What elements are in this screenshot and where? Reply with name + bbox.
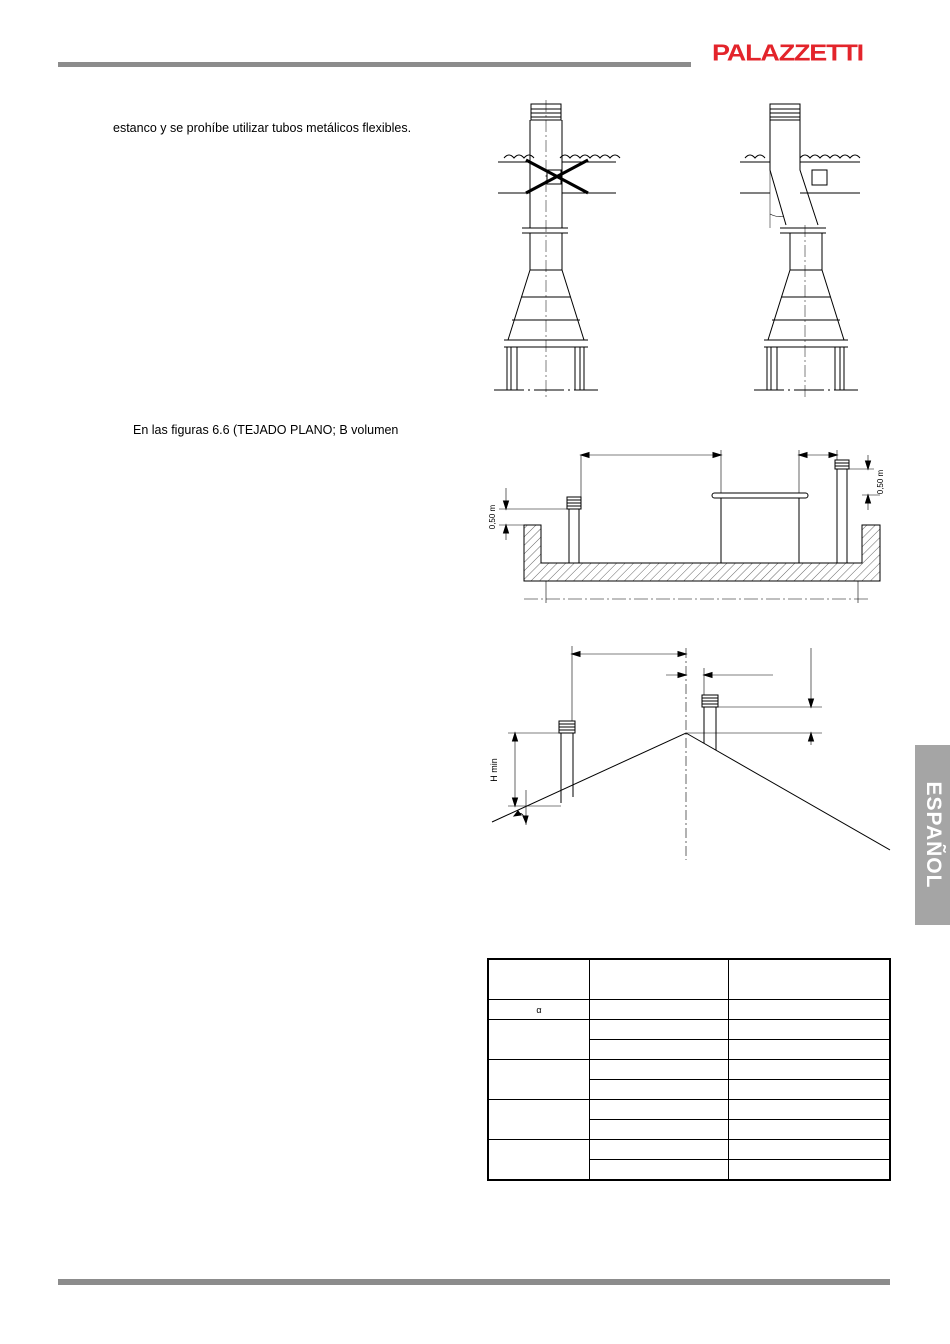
table-cell xyxy=(488,1020,590,1060)
flat-roof-height-label-right: 0,50 m xyxy=(876,469,885,495)
pitched-roof-height-label: H min xyxy=(489,758,499,782)
table-header-row xyxy=(488,959,890,1000)
table-cell xyxy=(488,1060,590,1100)
table-cell xyxy=(729,959,891,1000)
paragraph-line-1: estanco y se prohíbe utilizar tubos metálicos flexibles. xyxy=(113,121,412,135)
table-cell xyxy=(590,1020,729,1040)
table-row xyxy=(488,1140,890,1160)
chimney-incorrect-figure xyxy=(494,100,620,400)
palazzetti-logo: PALAZZETTI xyxy=(712,40,863,66)
table-cell-alpha: α xyxy=(488,1000,590,1020)
table-cell xyxy=(729,1160,891,1181)
table-cell xyxy=(590,1140,729,1160)
table-row xyxy=(488,1000,890,1020)
flat-roof-height-label-left: 0,50 m xyxy=(488,504,497,530)
table-cell xyxy=(729,1000,891,1020)
table-cell xyxy=(729,1060,891,1080)
table-cell xyxy=(590,1040,729,1060)
table-cell xyxy=(590,1000,729,1020)
table-cell xyxy=(488,1140,590,1181)
table-cell xyxy=(590,1120,729,1140)
table-cell xyxy=(729,1100,891,1120)
table-cell xyxy=(488,959,590,1000)
table-cell xyxy=(488,1100,590,1140)
pitched-roof-figure xyxy=(492,646,890,860)
table-cell xyxy=(590,1080,729,1100)
table-cell xyxy=(729,1080,891,1100)
paragraph-line-2: En las figuras 6.6 (TEJADO PLANO; B volumen xyxy=(133,423,399,437)
table-row xyxy=(488,1060,890,1080)
table-cell xyxy=(729,1020,891,1040)
table-row xyxy=(488,1100,890,1120)
table-cell xyxy=(729,1040,891,1060)
table-cell xyxy=(590,959,729,1000)
chimney-correct-figure xyxy=(740,104,860,400)
table-cell xyxy=(729,1140,891,1160)
table-cell xyxy=(590,1160,729,1181)
flat-roof-figure xyxy=(499,450,880,603)
table-cell xyxy=(590,1100,729,1120)
table-row xyxy=(488,1020,890,1040)
height-table xyxy=(487,958,891,1181)
language-tab-label: ESPAÑOL xyxy=(921,781,945,889)
table-cell xyxy=(729,1120,891,1140)
table-cell xyxy=(590,1060,729,1080)
